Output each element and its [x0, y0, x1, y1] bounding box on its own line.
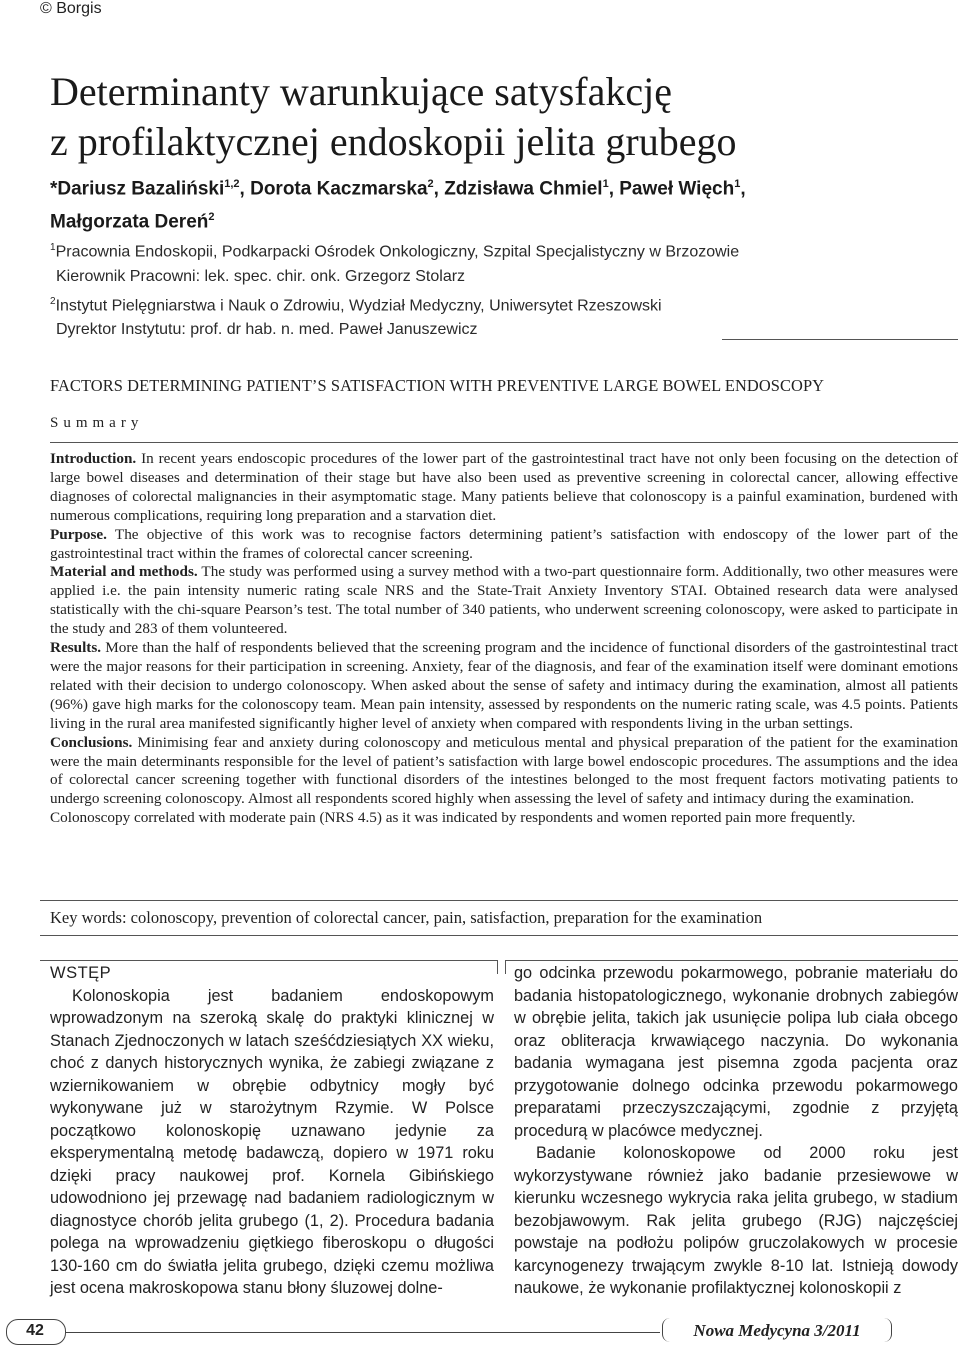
- abstract-text: The study was performed using a survey method with a two-part questionnaire form. Additionally, two other measures were applied i.e. the pain intensity numeric rating scale NRS and the State-Trait Anxiety Inventory STAI. Obtained research data were analysed statistically with the chi-square Pearson’s test. The total number of 340 patients, who underwent screening colonoscopy, were asked to participate in the study and 283 of them volunteered.: [50, 563, 958, 638]
- abstract-text: Minimising fear and anxiety during colonoscopy and meticulous mental and physical preparation of the patient for the examination were the main determinants responsible for the level of patient’s satisfaction with large bowel endoscopic procedures. The assumptions and the idea of colorectal cancer screening together with functional disorders of the intestines belonged to the most frequent factors motivating patients to undergo screening colonoscopy. Almost all respondents scored highly when assessing the level of safety and intimacy during the examination.: [50, 733, 958, 808]
- author-name: Małgorzata Dereń: [50, 211, 209, 233]
- abstract-label: Introduction.: [50, 450, 137, 467]
- divider: [40, 900, 958, 901]
- affiliations: [50, 236, 930, 343]
- abstract-label: Results.: [50, 639, 102, 657]
- section-heading: WSTĘP: [50, 964, 112, 982]
- author-name: *Dariusz Bazaliński: [50, 178, 225, 200]
- affiliation-marker: 2: [50, 295, 56, 307]
- divider: [50, 442, 958, 443]
- title-line-2: z profilaktycznej endoskopii jelita grubego: [50, 118, 737, 164]
- author-list: [50, 170, 930, 237]
- affiliation-1: [50, 236, 930, 265]
- abstract-methods: [50, 563, 958, 639]
- divider: [722, 339, 958, 340]
- abstract-label: Conclusions.: [50, 733, 133, 751]
- abstract-introduction: [50, 450, 958, 526]
- author-affiliation-marker: 1,2: [224, 178, 240, 190]
- abstract-text: The objective of this work was to recognise factors determining patient’s satisfaction with endoscopy of the lower part of the gastrointestinal tract within the frames of colorectal cancer screening.: [50, 525, 958, 562]
- author-name: , Dorota Kaczmarska: [239, 178, 428, 200]
- abstract: [50, 450, 958, 828]
- abstract-label: Material and methods.: [50, 563, 198, 581]
- title-line-1: Determinanty warunkujące satysfakcję: [50, 68, 672, 114]
- author-name: , Zdzisława Chmiel: [433, 178, 603, 200]
- summary-heading: Summary: [50, 415, 144, 431]
- author-affiliation-marker: 2: [427, 178, 434, 190]
- body-column-left: [50, 962, 494, 1300]
- author-affiliation-marker: 1: [734, 178, 741, 190]
- author-affiliation-marker: 1: [602, 178, 609, 190]
- body-paragraph: go odcinka przewodu pokarmowego, pobranie materiału do badania histopatologicznego, wykonanie drobnych zabiegów w obrębie jelita, takich jak usunięcie polipa lub ciała obcego oraz obliteracja krwawiącego naczynia. Do wykonania badania wymagana jest pisemna zgoda pacjenta oraz przygotowanie dolnego odcinka przewodu pokarmowego preparatami przeczyszczającymi, zgodnie z przyjętą procedurą w placówce medycznej.: [514, 964, 958, 1140]
- journal-name: Nowa Medycyna 3/2011: [693, 1321, 861, 1340]
- page-number: 42: [26, 1322, 44, 1339]
- author-affiliation-marker: 2: [208, 211, 215, 224]
- affiliation-1-head: Kierownik Pracowni: lek. spec. chir. onk. Grzegorz Stolarz: [56, 267, 466, 285]
- author-name: , Paweł Więch: [608, 178, 735, 200]
- abstract-purpose: [50, 526, 958, 564]
- abstract-text: More than the half of respondents believed that the screening program and the incidence of functional disorders of the gastrointestinal tract were the major reasons for their participation in screening. Anxiety, fear of the diagnosis, and fear of the examination itself were dominant emotions related with their decision to undergo colonoscopy. When asked about the sense of safety and intimacy during the examination, almost all patients (96%) gave high marks for the colonoscopy team. Mean pain intensity, assessed by respondents on the numeric rating scale, was 4.5 points. Patients living in the rural area manifested significantly higher level of anxiety when compared with respondents living in the urban settings.: [50, 639, 958, 732]
- column-divider: [505, 960, 958, 961]
- page-footer: [0, 1312, 960, 1348]
- copyright-notice: © Borgis: [40, 0, 102, 17]
- affiliation-2-head: Dyrektor Instytutu: prof. dr hab. n. med. Paweł Januszewicz: [56, 321, 478, 339]
- affiliation-2: [50, 290, 930, 319]
- affiliation-text: Instytut Pielęgniarstwa i Nauk o Zdrowiu, Wydział Medyczny, Uniwersytet Rzeszowski: [55, 296, 662, 314]
- body-column-right: [514, 962, 958, 1300]
- abstract-label: Purpose.: [50, 525, 107, 543]
- affiliation-text: Pracownia Endoskopii, Podkarpacki Ośrodek Onkologiczny, Szpital Specjalistyczny w Brzozowie: [55, 243, 740, 261]
- abstract-conclusions: [50, 734, 958, 810]
- column-divider: [40, 960, 497, 961]
- author-separator: ,: [740, 178, 746, 200]
- abstract-final: Colonoscopy correlated with moderate pain (NRS 4.5) as it was indicated by respondents and women reported pain more frequently.: [50, 809, 856, 827]
- body-paragraph: Badanie kolonoskopowe od 2000 roku jest wykorzystywane również jako badanie przesiewowe w kierunku wczesnego wykrycia raka jelita grubego, w stadium bezobjawowym. Rak jelita grubego (RJG) najczęściej powstaje na podłożu polipów gruczolakowych w procesie karcynogenezy trwającym zwykle 8-10 lat. Istnieją dowody naukowe, że wykonanie profilaktycznej kolonoskopii z: [514, 1144, 958, 1297]
- body-paragraph: Kolonoskopia jest badaniem endoskopowym wprowadzonym na szeroką skalę do praktyki klinicznej w Stanach Zjednoczonych w latach sześćdziesiątych XX wieku, choć z danych historycznych wynika, że zabiegi związane z wziernikowaniem w obrębie odbytnicy mogły być wykonywane już w starożytnym Rzymie. W Polsce początkowo kolonoskopię uznawano jedynie za eksperymentalną metodę badawczą, dopiero w 1971 roku dzięki pracy naukowej prof. Kornela Gibińskiego udowodniono jej przewagę nad badaniem radiologicznym w diagnostyce chorób jelita grubego (1, 2). Procedura badania polega na wprowadzeniu giętkiego fiberoskopu o długości 130-160 cm do światła jelita grubego, dzięki czemu możliwa jest ocena makroskopowa stanu błony śluzowej dolne-: [50, 986, 494, 1297]
- keywords: Key words: colonoscopy, prevention of colorectal cancer, pain, satisfaction, preparation for the examination: [50, 908, 763, 927]
- abstract-results: [50, 639, 958, 734]
- affiliation-marker: 1: [50, 242, 56, 253]
- column-tick: [497, 960, 498, 974]
- article-title: [50, 67, 930, 167]
- english-title: FACTORS DETERMINING PATIENT’S SATISFACTION WITH PREVENTIVE LARGE BOWEL ENDOSCOPY: [50, 376, 825, 395]
- footer-rule: [66, 1332, 660, 1333]
- column-tick: [505, 960, 506, 974]
- abstract-text: In recent years endoscopic procedures of the lower part of the gastrointestinal tract have not only been focusing on the detection of large bowel diseases and determination of their stage but have also been used as preventive screening in colorectal cancer, allowing effective diagnoses of colorectal malignancies in their asymptomatic stage. Many patients believe that colonoscopy is a painful examination, burdened with numerous complications, requiring long preparation and a starvation diet.: [50, 450, 958, 524]
- divider: [40, 935, 958, 936]
